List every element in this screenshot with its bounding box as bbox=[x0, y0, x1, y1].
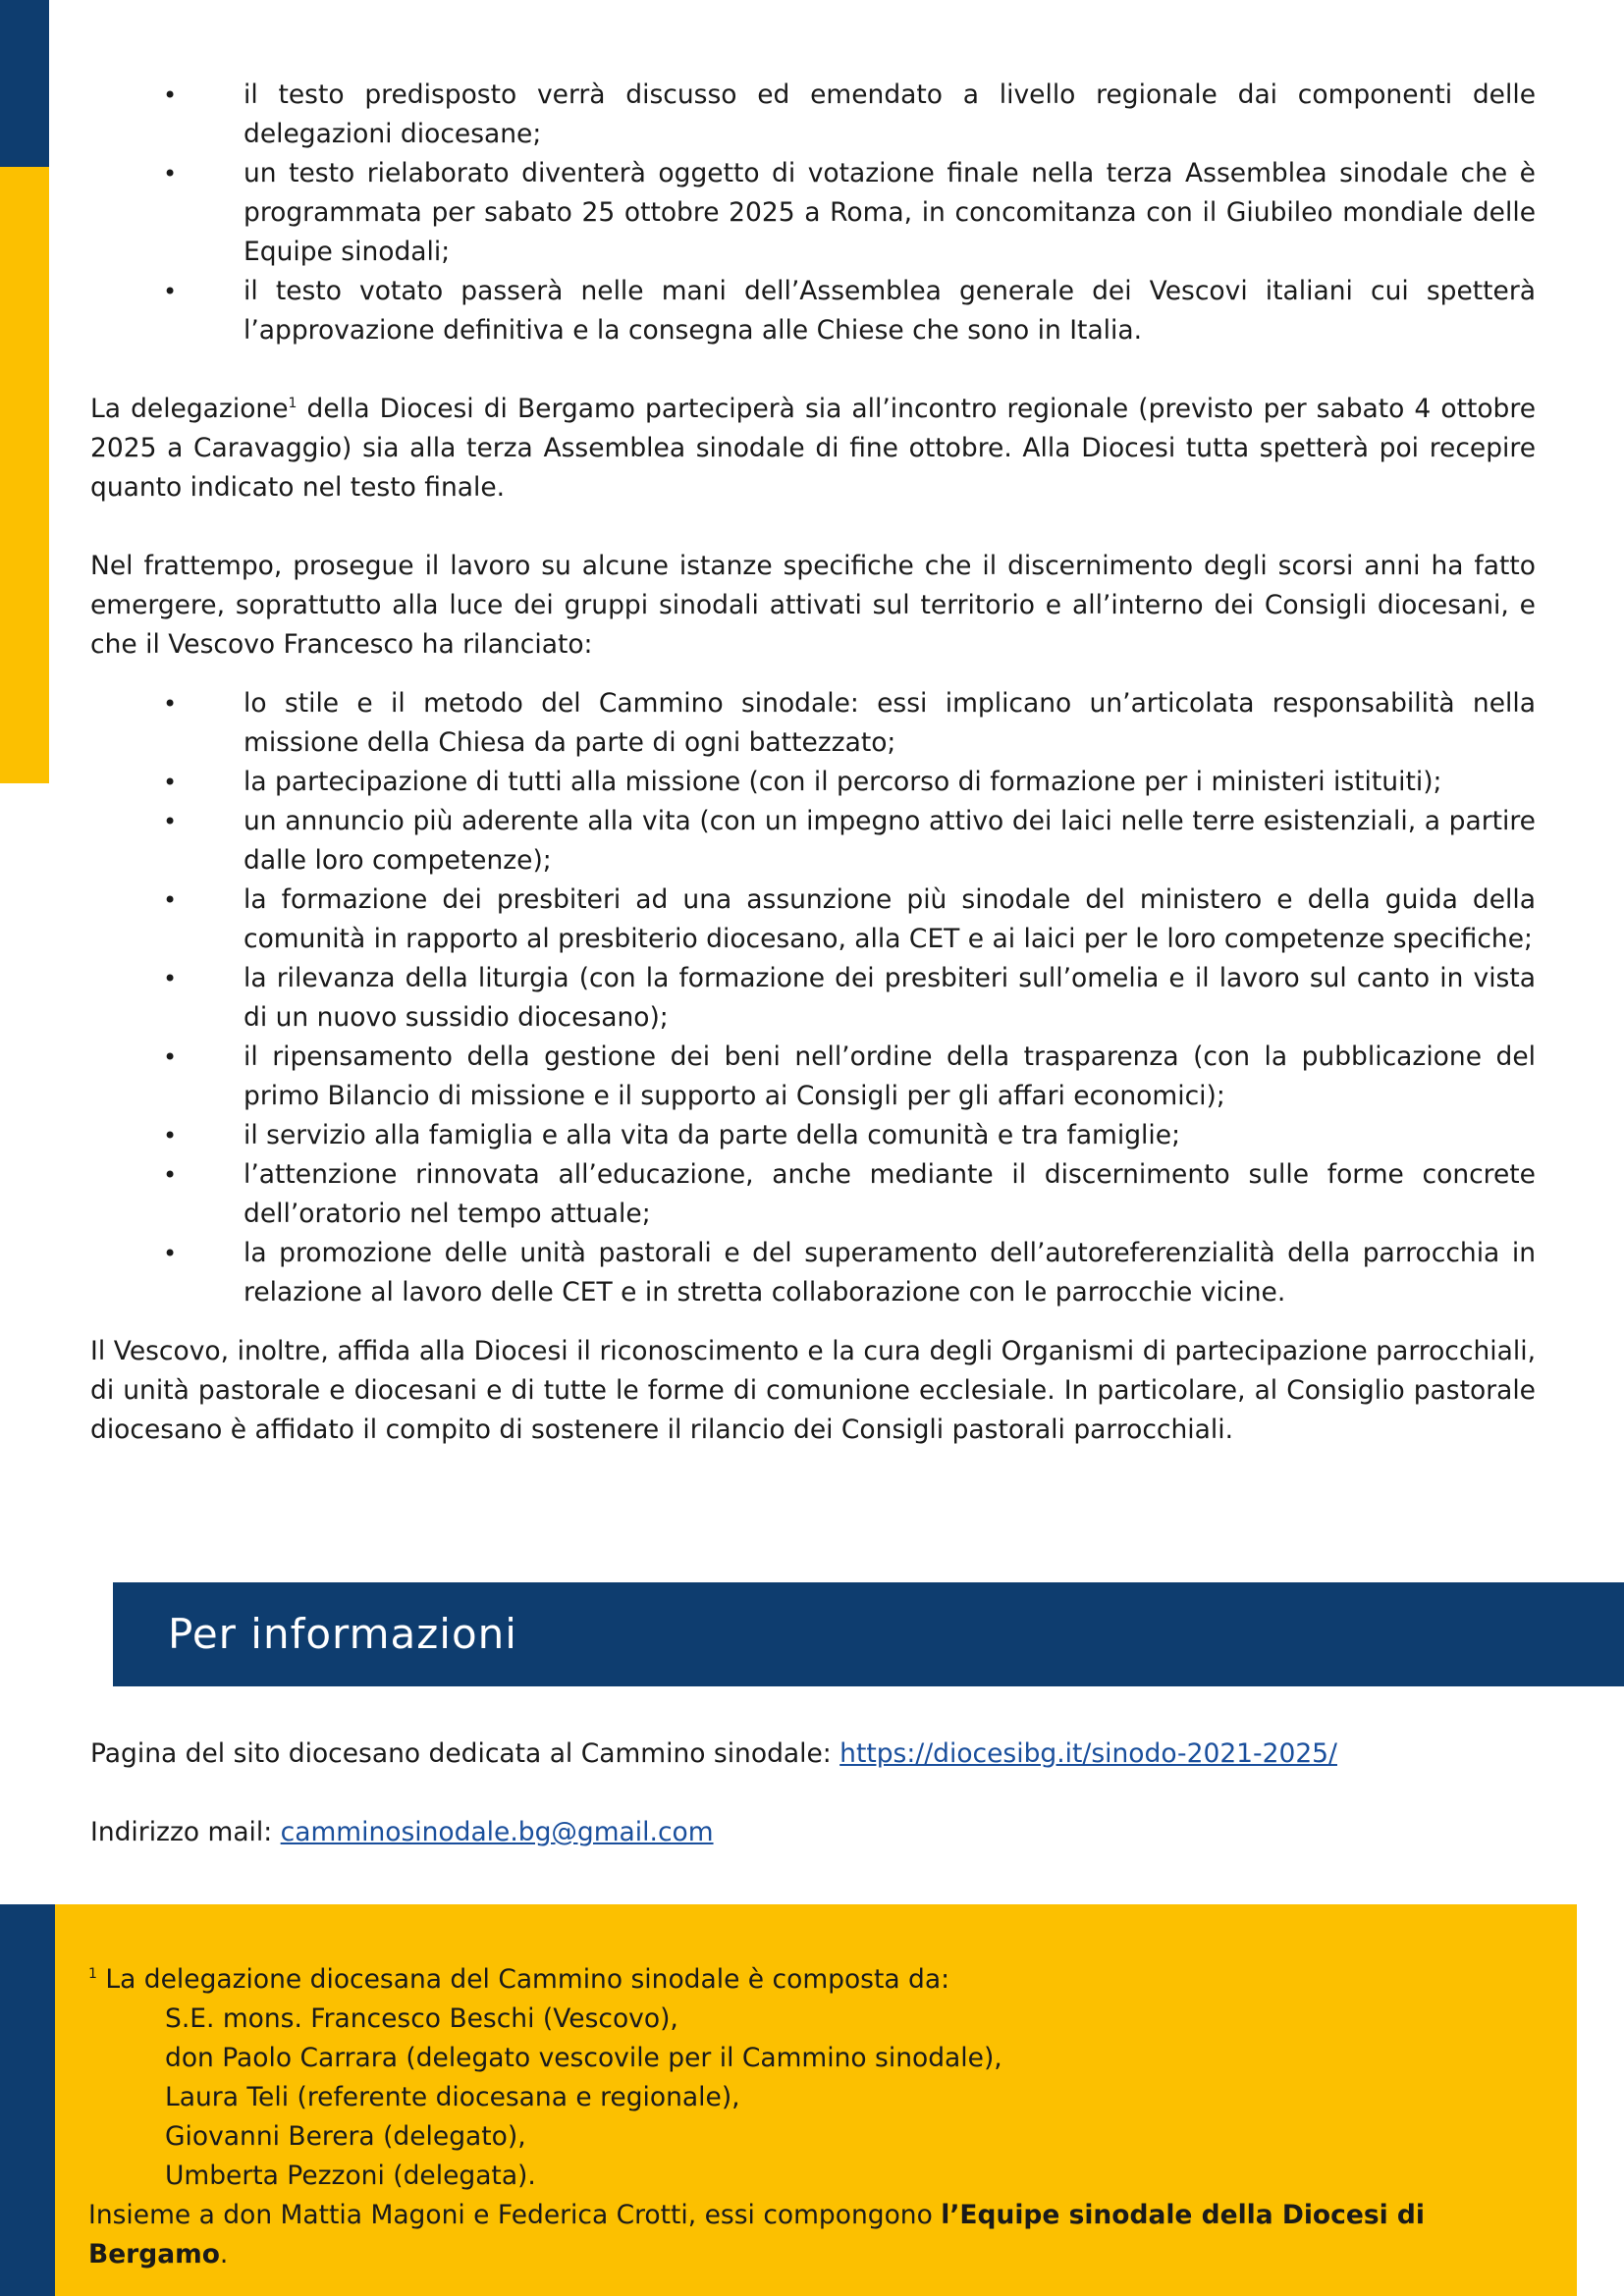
info-heading: Per informazioni bbox=[168, 1610, 517, 1658]
paragraph-text: della Diocesi di Bergamo parteciperà sia all’incontro regionale (previsto per sabato 4 ottobre 2025 a Caravaggio) sia alla terza Assemblea sinodale di fine ottobre. Alla Diocesi tutta spetterà poi recepire quanto indicato nel testo finale. bbox=[90, 394, 1536, 503]
footnote-member: Giovanni Berera (delegato), bbox=[165, 2121, 526, 2152]
list-item: • la promozione delle unità pastorali e del superamento dell’autoreferenzialità della parrocchia in relazione al lavoro delle CET e in stretta collaborazione con le parrocchie vicine. bbox=[90, 1234, 1536, 1312]
footnote-member: S.E. mons. Francesco Beschi (Vescovo), bbox=[165, 2003, 678, 2034]
list-item: • il servizio alla famiglia e alla vita da parte della comunità e tra famiglie; bbox=[90, 1116, 1536, 1155]
footnote-marker: 1 bbox=[88, 1966, 97, 1983]
mail-label: Indirizzo mail: bbox=[90, 1817, 281, 1847]
list-item: • l’attenzione rinnovata all’educazione, anche mediante il discernimento sulle forme concrete dell’oratorio nel tempo attuale; bbox=[90, 1155, 1536, 1234]
left-accent-bar-yellow bbox=[0, 167, 49, 783]
paragraph-text: Il Vescovo, inoltre, affida alla Diocesi il riconoscimento e la cura degli Organismi di partecipazione parrocchiali, di unità pastorale e diocesani e di tutte le forme di comunione ecclesiale. In particolare, al Consiglio pastorale diocesano è affidato il compito di sostenere il rilancio dei Consigli pastorali parrocchiali. bbox=[90, 1336, 1536, 1445]
list-item: • la formazione dei presbiteri ad una assunzione più sinodale del ministero e della guida della comunità in rapporto al presbiterio diocesano, alla CET e ai laici per le loro competenze specifiche; bbox=[90, 881, 1536, 959]
footer-accent-blue bbox=[0, 1904, 55, 2296]
paragraph-meanwhile bbox=[90, 547, 1536, 665]
paragraph-bishop bbox=[90, 1332, 1536, 1450]
bullet-list-mid bbox=[90, 684, 1536, 1312]
footnote-closing bbox=[88, 2196, 1542, 2274]
list-item: • il ripensamento della gestione dei beni nell’ordine della trasparenza (con la pubblicazione del primo Bilancio di missione e il supporto ai Consigli per gli affari economici); bbox=[90, 1038, 1536, 1116]
list-item: • la partecipazione di tutti alla missione (con il percorso di formazione per i ministeri istituiti); bbox=[90, 763, 1536, 802]
list-item: • un annuncio più aderente alla vita (con un impegno attivo dei laici nelle terre esistenziali, a partire dalle loro competenze); bbox=[90, 802, 1536, 881]
info-site-line bbox=[90, 1735, 1536, 1774]
paragraph-delegation bbox=[90, 390, 1536, 507]
footnote bbox=[88, 1960, 1542, 2274]
footnote-closing-end: . bbox=[219, 2239, 229, 2269]
list-item: • la rilevanza della liturgia (con la formazione dei presbiteri sull’omelia e il lavoro sul canto in vista di un nuovo sussidio diocesano); bbox=[90, 959, 1536, 1038]
site-link[interactable]: https://diocesibg.it/sinodo-2021-2025/ bbox=[839, 1738, 1337, 1769]
footnote-intro-line bbox=[88, 1960, 1542, 2000]
site-label: Pagina del sito diocesano dedicata al Cammino sinodale: bbox=[90, 1738, 840, 1769]
list-item: • lo stile e il metodo del Cammino sinodale: essi implicano un’articolata responsabilità nella missione della Chiesa da parte di ogni battezzato; bbox=[90, 684, 1536, 763]
list-item: • un testo rielaborato diventerà oggetto di votazione finale nella terza Assemblea sinodale che è programmata per sabato 25 ottobre 2025 a Roma, in concomitanza con il Giubileo mondiale delle Equipe sinodali; bbox=[90, 154, 1536, 272]
info-heading-band bbox=[113, 1582, 1624, 1686]
footnote-closing-text: Insieme a don Mattia Magoni e Federica Crotti, essi compongono bbox=[88, 2200, 942, 2230]
footnote-ref[interactable]: 1 bbox=[288, 396, 298, 412]
footnote-member: Laura Teli (referente diocesana e regionale), bbox=[165, 2082, 740, 2112]
list-item: • il testo votato passerà nelle mani dell’Assemblea generale dei Vescovi italiani cui spetterà l’approvazione definitiva e la consegna alle Chiese che sono in Italia. bbox=[90, 272, 1536, 350]
footnote-closing-bold: l’Equipe sinodale della Diocesi di Bergamo bbox=[88, 2200, 1425, 2269]
footnote-member: don Paolo Carrara (delegato vescovile per il Cammino sinodale), bbox=[165, 2043, 1002, 2073]
bullet-list-top bbox=[90, 76, 1536, 350]
info-mail-line bbox=[90, 1813, 1536, 1852]
paragraph-lead: La delegazione bbox=[90, 394, 289, 424]
paragraph-text: Nel frattempo, prosegue il lavoro su alcune istanze specifiche che il discernimento degli scorsi anni ha fatto emergere, soprattutto alla luce dei gruppi sinodali attivati sul territorio e all’interno dei Consigli diocesani, e che il Vescovo Francesco ha rilanciato: bbox=[90, 551, 1536, 660]
mail-link[interactable]: camminosinodale.bg@gmail.com bbox=[280, 1817, 714, 1847]
footnote-member: Umberta Pezzoni (delegata). bbox=[165, 2161, 536, 2191]
footnote-intro: La delegazione diocesana del Cammino sinodale è composta da: bbox=[96, 1964, 950, 1995]
list-item: • il testo predisposto verrà discusso ed emendato a livello regionale dai componenti delle delegazioni diocesane; bbox=[90, 76, 1536, 154]
left-accent-bar-blue bbox=[0, 0, 49, 167]
